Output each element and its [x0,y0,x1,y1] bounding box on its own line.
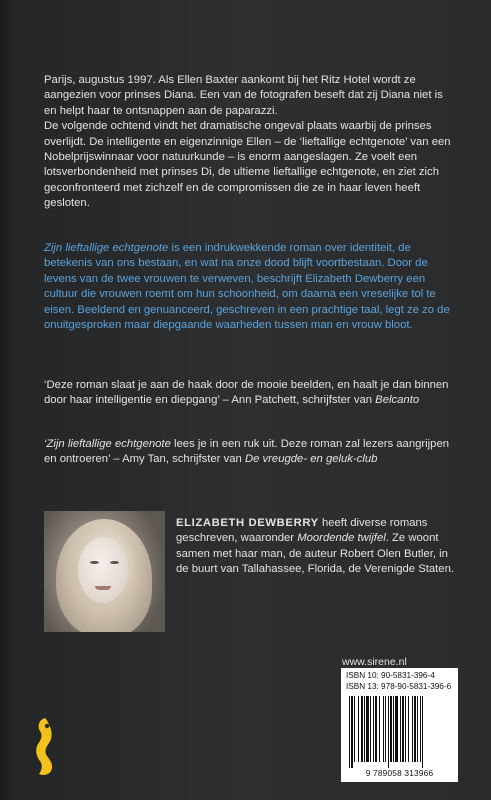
quote-1-text: ‘Deze roman slaat je aan de haak door de mooie beelden, en haalt je dan binnen door haar intelligentie en diepgang’ – Ann Patchett, schrijfster van [44,379,449,407]
barcode-bar [408,696,409,762]
barcode-bar [414,696,416,762]
barcode-bar [412,696,413,762]
barcode-bar [373,696,374,762]
barcode-bar [422,696,423,768]
quote-1-book: Belcanto [375,394,420,407]
bio-text-1: heeft diverse romans geschreven, waaronder [176,517,428,545]
sirene-mermaid-logo-icon [33,716,57,778]
barcode-bar [395,696,398,762]
synopsis-paragraph-1: Parijs, augustus 1997. Als Ellen Baxter aankomt bij het Ritz Hotel wordt ze aangezien voor prinses Diana. Een van de fotografen beseft dat zij Diana niet is en helpt haar te ontsnappen aan de paparazzi. [44,74,443,117]
quote-2-book: De vreugde- en geluk-club [244,453,378,466]
barcode-bar [385,696,386,762]
author-name: ELIZABETH DEWBERRY [176,517,319,529]
barcode-bar [375,696,377,762]
barcode-bar [364,696,365,762]
quote-2-title: ‘Zijn lieftallige echtgenote [44,438,171,450]
barcode-bar [420,696,421,762]
barcode-bar [370,696,371,762]
barcode-bar [349,696,350,768]
spine-shadow [0,0,14,800]
barcode-bar [405,696,406,762]
barcode-bar [351,696,353,768]
promo-paragraph [44,241,454,333]
promo-title: Zijn lieftallige echtgenote [44,242,169,254]
barcode-bar [400,696,401,762]
author-bio [176,516,456,578]
barcode-bar [402,696,404,762]
author-photo [44,511,165,632]
bio-text-2: . Ze woont samen met haar man, de auteur Robert Olen Butler, in de buurt van Tallahassee, Florida, de Verenigde Staten. [176,532,455,576]
barcode-number: 9 789058 313966 [365,768,434,778]
bio-book-title: Moordende twijfel [297,532,386,545]
barcode-bar [354,696,355,762]
barcode-panel [341,668,458,782]
isbn-13: ISBN 13: 978-90-5831-396-6 [346,682,452,691]
promo-text: is een indrukwekkende roman over identiteit, de betekenis van ons bestaan, en wat na onze dood blijft voortbestaan. Door de levens van de twee vrouwen te verweven, beschrijft Elizabeth Dewberry een cultuur die vrouwen roemt om hun schoonheid, om daarna een vreselijke tol te eisen. Beeldend en genuanceerd, geschreven in een prachtige taal, legt ze zo de onuitgesproken maar diepgaande waarheden tussen man en vrouw bloot. [44,242,450,332]
barcode [347,696,452,768]
barcode-bar [417,696,418,762]
isbn-10: ISBN 10: 90-5831-396-4 [346,671,435,680]
barcode-bar [361,696,363,762]
barcode-bar [379,696,380,762]
barcode-bar [383,696,384,762]
synopsis-paragraph-2: De volgende ochtend vindt het dramatische ongeval plaats waarbij de prinses overlijdt. De intelligente en eigenzinnige Ellen – de ‘lieftallige echtgenote’ van een Nobelprijswinnaar voor natuurkunde – is enorm aangeslagen. Ze voelt een lotsverbondenheid met prinses Di, de ultieme lieftallige echtgenote, en ziet zich geconfronteerd met zichzelf en de compromissen die ze in haar leven heeft gesloten. [44,120,451,210]
review-quote-tan [44,437,454,468]
quote-2-text: lees je in een ruk uit. Deze roman zal lezers aangrijpen en ontroeren’ – Amy Tan, schrijfster van [44,438,450,466]
barcode-bar [388,696,389,768]
barcode-bar [366,696,369,762]
publisher-url: www.sirene.nl [342,656,407,668]
synopsis [44,73,454,212]
barcode-bar [390,696,392,762]
barcode-bar [393,696,394,762]
review-quote-patchett [44,378,454,409]
barcode-bar [358,696,359,762]
